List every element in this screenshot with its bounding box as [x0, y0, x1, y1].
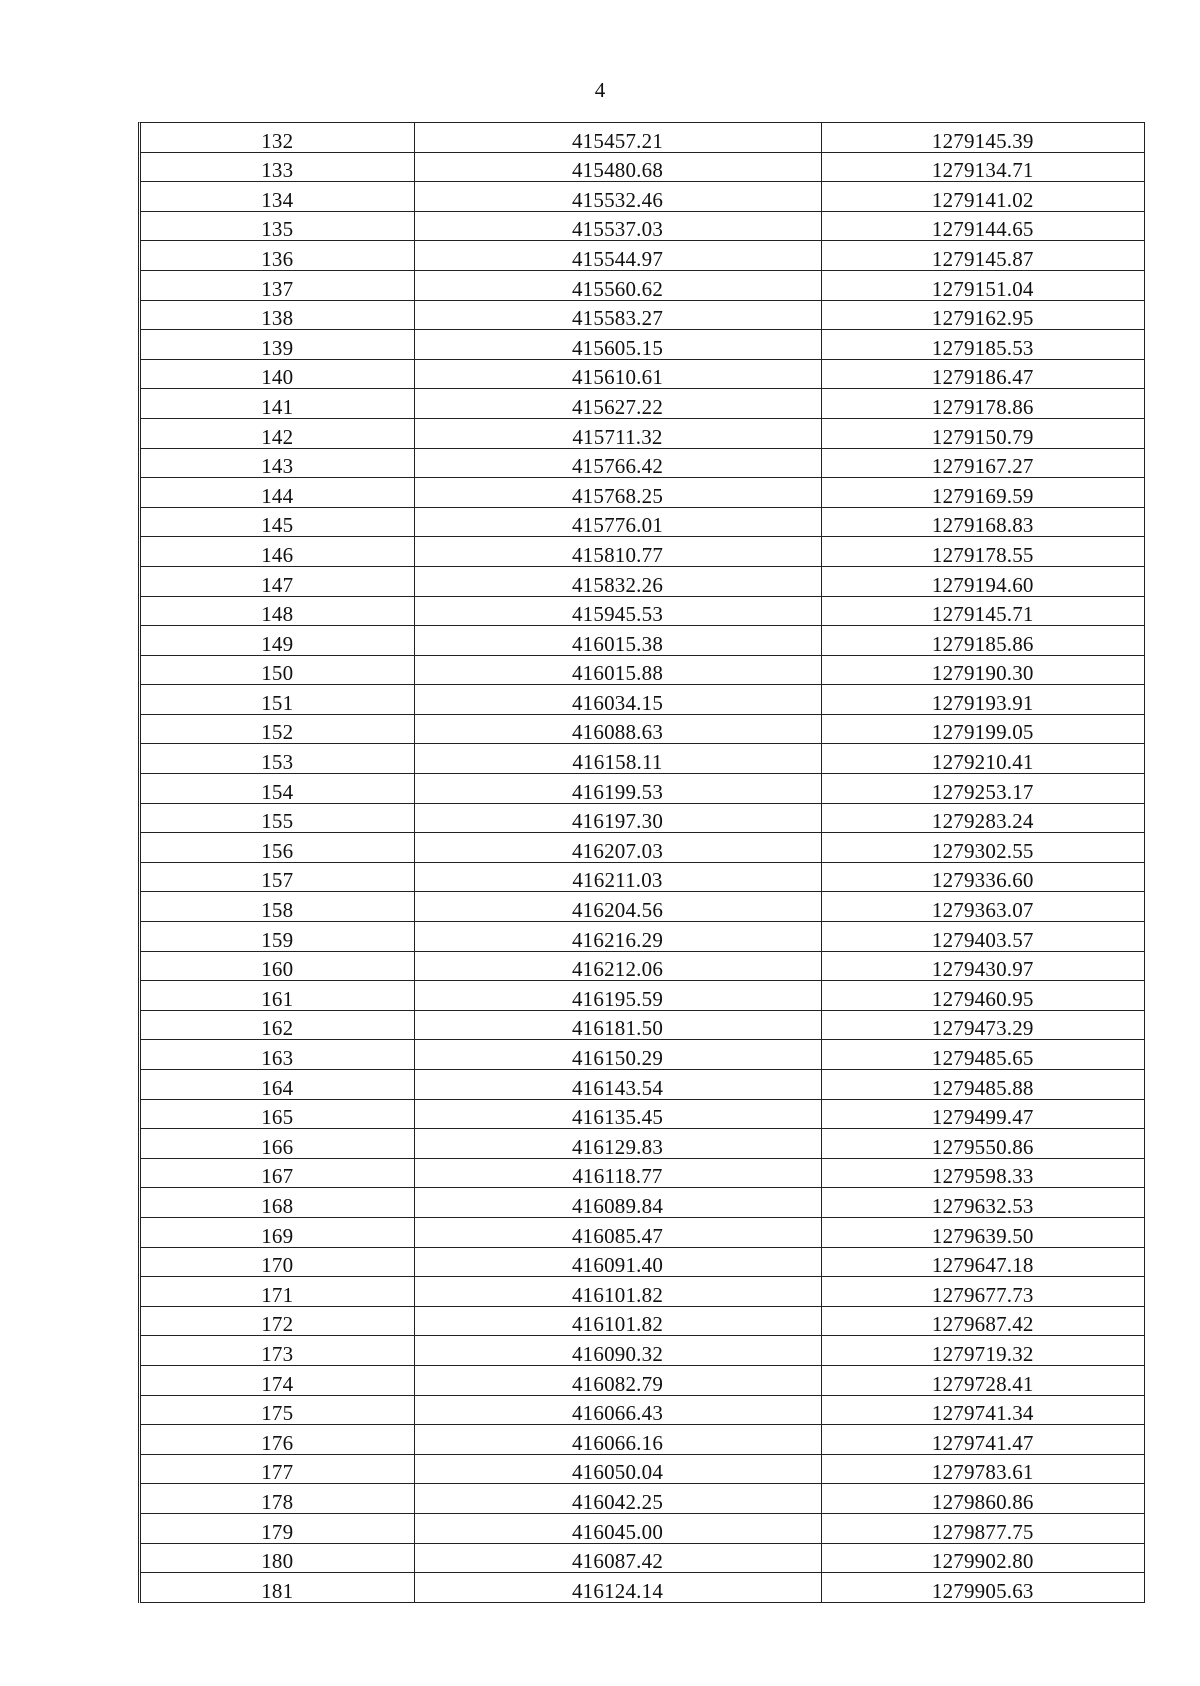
table-row: [141, 1543, 1144, 1573]
x-coordinate-cell: 416181.50: [414, 1010, 821, 1040]
x-coordinate-cell: 416087.42: [414, 1543, 821, 1573]
point-number-cell: 150: [141, 655, 414, 685]
x-coordinate-cell: 415583.27: [414, 300, 821, 330]
point-number-cell: 167: [141, 1158, 414, 1188]
point-number-cell: 174: [141, 1365, 414, 1395]
table-row: [141, 1484, 1144, 1514]
x-coordinate-cell: 416066.43: [414, 1395, 821, 1425]
point-number-cell: 142: [141, 418, 414, 448]
x-coordinate-cell: 415768.25: [414, 478, 821, 508]
x-coordinate-cell: 416091.40: [414, 1247, 821, 1277]
y-coordinate-cell: 1279485.88: [821, 1070, 1144, 1100]
x-coordinate-cell: 415544.97: [414, 241, 821, 271]
y-coordinate-cell: 1279783.61: [821, 1454, 1144, 1484]
x-coordinate-cell: 416082.79: [414, 1365, 821, 1395]
point-number-cell: 145: [141, 507, 414, 537]
y-coordinate-cell: 1279860.86: [821, 1484, 1144, 1514]
y-coordinate-cell: 1279473.29: [821, 1010, 1144, 1040]
x-coordinate-cell: 416045.00: [414, 1513, 821, 1543]
x-coordinate-cell: 416034.15: [414, 685, 821, 715]
x-coordinate-cell: 415776.01: [414, 507, 821, 537]
x-coordinate-cell: 416085.47: [414, 1217, 821, 1247]
table-row: [141, 1010, 1144, 1040]
table-row: [141, 626, 1144, 656]
table-row: [141, 1454, 1144, 1484]
point-number-cell: 143: [141, 448, 414, 478]
point-number-cell: 144: [141, 478, 414, 508]
x-coordinate-cell: 416212.06: [414, 951, 821, 981]
point-number-cell: 166: [141, 1129, 414, 1159]
coordinates-table-body: [141, 123, 1144, 1602]
y-coordinate-cell: 1279499.47: [821, 1099, 1144, 1129]
x-coordinate-cell: 416050.04: [414, 1454, 821, 1484]
y-coordinate-cell: 1279336.60: [821, 862, 1144, 892]
table-row: [141, 1365, 1144, 1395]
point-number-cell: 168: [141, 1188, 414, 1218]
y-coordinate-cell: 1279169.59: [821, 478, 1144, 508]
point-number-cell: 132: [141, 123, 414, 152]
y-coordinate-cell: 1279150.79: [821, 418, 1144, 448]
table-row: [141, 1070, 1144, 1100]
table-row: [141, 418, 1144, 448]
y-coordinate-cell: 1279719.32: [821, 1336, 1144, 1366]
table-row: [141, 478, 1144, 508]
point-number-cell: 175: [141, 1395, 414, 1425]
y-coordinate-cell: 1279194.60: [821, 566, 1144, 596]
point-number-cell: 161: [141, 981, 414, 1011]
point-number-cell: 141: [141, 389, 414, 419]
table-row: [141, 892, 1144, 922]
table-row: [141, 922, 1144, 952]
point-number-cell: 181: [141, 1573, 414, 1603]
x-coordinate-cell: 416150.29: [414, 1040, 821, 1070]
x-coordinate-cell: 416042.25: [414, 1484, 821, 1514]
y-coordinate-cell: 1279403.57: [821, 922, 1144, 952]
y-coordinate-cell: 1279550.86: [821, 1129, 1144, 1159]
point-number-cell: 153: [141, 744, 414, 774]
table-row: [141, 1247, 1144, 1277]
point-number-cell: 148: [141, 596, 414, 626]
x-coordinate-cell: 416090.32: [414, 1336, 821, 1366]
point-number-cell: 151: [141, 685, 414, 715]
x-coordinate-cell: 415610.61: [414, 359, 821, 389]
table-row: [141, 1573, 1144, 1603]
table-row: [141, 596, 1144, 626]
table-row: [141, 566, 1144, 596]
point-number-cell: 158: [141, 892, 414, 922]
x-coordinate-cell: 416195.59: [414, 981, 821, 1011]
point-number-cell: 152: [141, 714, 414, 744]
table-row: [141, 1099, 1144, 1129]
point-number-cell: 155: [141, 803, 414, 833]
point-number-cell: 164: [141, 1070, 414, 1100]
point-number-cell: 180: [141, 1543, 414, 1573]
y-coordinate-cell: 1279186.47: [821, 359, 1144, 389]
table-row: [141, 359, 1144, 389]
table-row: [141, 537, 1144, 567]
y-coordinate-cell: 1279485.65: [821, 1040, 1144, 1070]
x-coordinate-cell: 416211.03: [414, 862, 821, 892]
table-row: [141, 1217, 1144, 1247]
y-coordinate-cell: 1279460.95: [821, 981, 1144, 1011]
table-row: [141, 300, 1144, 330]
table-row: [141, 182, 1144, 212]
x-coordinate-cell: 416101.82: [414, 1306, 821, 1336]
point-number-cell: 136: [141, 241, 414, 271]
y-coordinate-cell: 1279363.07: [821, 892, 1144, 922]
y-coordinate-cell: 1279145.39: [821, 123, 1144, 152]
coordinates-table: [141, 123, 1144, 1603]
x-coordinate-cell: 416204.56: [414, 892, 821, 922]
table-row: [141, 1425, 1144, 1455]
point-number-cell: 149: [141, 626, 414, 656]
x-coordinate-cell: 415832.26: [414, 566, 821, 596]
y-coordinate-cell: 1279178.55: [821, 537, 1144, 567]
coordinates-table-frame: [138, 122, 1145, 1603]
x-coordinate-cell: 416066.16: [414, 1425, 821, 1455]
x-coordinate-cell: 416088.63: [414, 714, 821, 744]
x-coordinate-cell: 416197.30: [414, 803, 821, 833]
x-coordinate-cell: 416089.84: [414, 1188, 821, 1218]
x-coordinate-cell: 416216.29: [414, 922, 821, 952]
point-number-cell: 146: [141, 537, 414, 567]
x-coordinate-cell: 416143.54: [414, 1070, 821, 1100]
table-row: [141, 951, 1144, 981]
x-coordinate-cell: 416015.38: [414, 626, 821, 656]
y-coordinate-cell: 1279185.86: [821, 626, 1144, 656]
y-coordinate-cell: 1279728.41: [821, 1365, 1144, 1395]
table-row: [141, 655, 1144, 685]
y-coordinate-cell: 1279144.65: [821, 211, 1144, 241]
y-coordinate-cell: 1279178.86: [821, 389, 1144, 419]
x-coordinate-cell: 415537.03: [414, 211, 821, 241]
x-coordinate-cell: 415480.68: [414, 152, 821, 182]
point-number-cell: 137: [141, 270, 414, 300]
table-row: [141, 389, 1144, 419]
y-coordinate-cell: 1279145.71: [821, 596, 1144, 626]
x-coordinate-cell: 415627.22: [414, 389, 821, 419]
y-coordinate-cell: 1279598.33: [821, 1158, 1144, 1188]
y-coordinate-cell: 1279134.71: [821, 152, 1144, 182]
y-coordinate-cell: 1279647.18: [821, 1247, 1144, 1277]
point-number-cell: 138: [141, 300, 414, 330]
x-coordinate-cell: 416207.03: [414, 833, 821, 863]
x-coordinate-cell: 416158.11: [414, 744, 821, 774]
x-coordinate-cell: 416118.77: [414, 1158, 821, 1188]
x-coordinate-cell: 415766.42: [414, 448, 821, 478]
y-coordinate-cell: 1279902.80: [821, 1543, 1144, 1573]
table-row: [141, 152, 1144, 182]
y-coordinate-cell: 1279199.05: [821, 714, 1144, 744]
x-coordinate-cell: 416199.53: [414, 774, 821, 804]
point-number-cell: 160: [141, 951, 414, 981]
page-number: 4: [594, 78, 606, 102]
table-row: [141, 1188, 1144, 1218]
point-number-cell: 170: [141, 1247, 414, 1277]
table-row: [141, 744, 1144, 774]
y-coordinate-cell: 1279253.17: [821, 774, 1144, 804]
y-coordinate-cell: 1279687.42: [821, 1306, 1144, 1336]
table-row: [141, 1395, 1144, 1425]
point-number-cell: 133: [141, 152, 414, 182]
point-number-cell: 172: [141, 1306, 414, 1336]
point-number-cell: 140: [141, 359, 414, 389]
point-number-cell: 162: [141, 1010, 414, 1040]
table-row: [141, 1040, 1144, 1070]
y-coordinate-cell: 1279430.97: [821, 951, 1144, 981]
table-row: [141, 714, 1144, 744]
y-coordinate-cell: 1279162.95: [821, 300, 1144, 330]
y-coordinate-cell: 1279905.63: [821, 1573, 1144, 1603]
point-number-cell: 179: [141, 1513, 414, 1543]
x-coordinate-cell: 416015.88: [414, 655, 821, 685]
x-coordinate-cell: 415810.77: [414, 537, 821, 567]
point-number-cell: 171: [141, 1277, 414, 1307]
table-row: [141, 1129, 1144, 1159]
y-coordinate-cell: 1279283.24: [821, 803, 1144, 833]
point-number-cell: 139: [141, 330, 414, 360]
table-row: [141, 241, 1144, 271]
table-row: [141, 1158, 1144, 1188]
table-row: [141, 774, 1144, 804]
y-coordinate-cell: 1279302.55: [821, 833, 1144, 863]
x-coordinate-cell: 415945.53: [414, 596, 821, 626]
y-coordinate-cell: 1279185.53: [821, 330, 1144, 360]
y-coordinate-cell: 1279741.47: [821, 1425, 1144, 1455]
y-coordinate-cell: 1279677.73: [821, 1277, 1144, 1307]
point-number-cell: 177: [141, 1454, 414, 1484]
table-row: [141, 981, 1144, 1011]
table-row: [141, 448, 1144, 478]
y-coordinate-cell: 1279167.27: [821, 448, 1144, 478]
y-coordinate-cell: 1279210.41: [821, 744, 1144, 774]
table-row: [141, 270, 1144, 300]
y-coordinate-cell: 1279193.91: [821, 685, 1144, 715]
y-coordinate-cell: 1279190.30: [821, 655, 1144, 685]
point-number-cell: 178: [141, 1484, 414, 1514]
y-coordinate-cell: 1279168.83: [821, 507, 1144, 537]
y-coordinate-cell: 1279877.75: [821, 1513, 1144, 1543]
x-coordinate-cell: 416101.82: [414, 1277, 821, 1307]
point-number-cell: 147: [141, 566, 414, 596]
table-row: [141, 685, 1144, 715]
point-number-cell: 173: [141, 1336, 414, 1366]
x-coordinate-cell: 415457.21: [414, 123, 821, 152]
table-row: [141, 1336, 1144, 1366]
table-row: [141, 833, 1144, 863]
y-coordinate-cell: 1279741.34: [821, 1395, 1144, 1425]
y-coordinate-cell: 1279632.53: [821, 1188, 1144, 1218]
x-coordinate-cell: 415711.32: [414, 418, 821, 448]
point-number-cell: 156: [141, 833, 414, 863]
table-row: [141, 507, 1144, 537]
table-row: [141, 123, 1144, 152]
table-row: [141, 1306, 1144, 1336]
x-coordinate-cell: 415532.46: [414, 182, 821, 212]
point-number-cell: 157: [141, 862, 414, 892]
point-number-cell: 135: [141, 211, 414, 241]
point-number-cell: 134: [141, 182, 414, 212]
x-coordinate-cell: 415560.62: [414, 270, 821, 300]
y-coordinate-cell: 1279145.87: [821, 241, 1144, 271]
point-number-cell: 165: [141, 1099, 414, 1129]
table-row: [141, 803, 1144, 833]
y-coordinate-cell: 1279151.04: [821, 270, 1144, 300]
y-coordinate-cell: 1279639.50: [821, 1217, 1144, 1247]
point-number-cell: 169: [141, 1217, 414, 1247]
table-row: [141, 1277, 1144, 1307]
x-coordinate-cell: 415605.15: [414, 330, 821, 360]
table-row: [141, 1513, 1144, 1543]
table-row: [141, 330, 1144, 360]
table-row: [141, 211, 1144, 241]
point-number-cell: 159: [141, 922, 414, 952]
table-row: [141, 862, 1144, 892]
y-coordinate-cell: 1279141.02: [821, 182, 1144, 212]
point-number-cell: 154: [141, 774, 414, 804]
x-coordinate-cell: 416129.83: [414, 1129, 821, 1159]
x-coordinate-cell: 416124.14: [414, 1573, 821, 1603]
x-coordinate-cell: 416135.45: [414, 1099, 821, 1129]
point-number-cell: 163: [141, 1040, 414, 1070]
point-number-cell: 176: [141, 1425, 414, 1455]
